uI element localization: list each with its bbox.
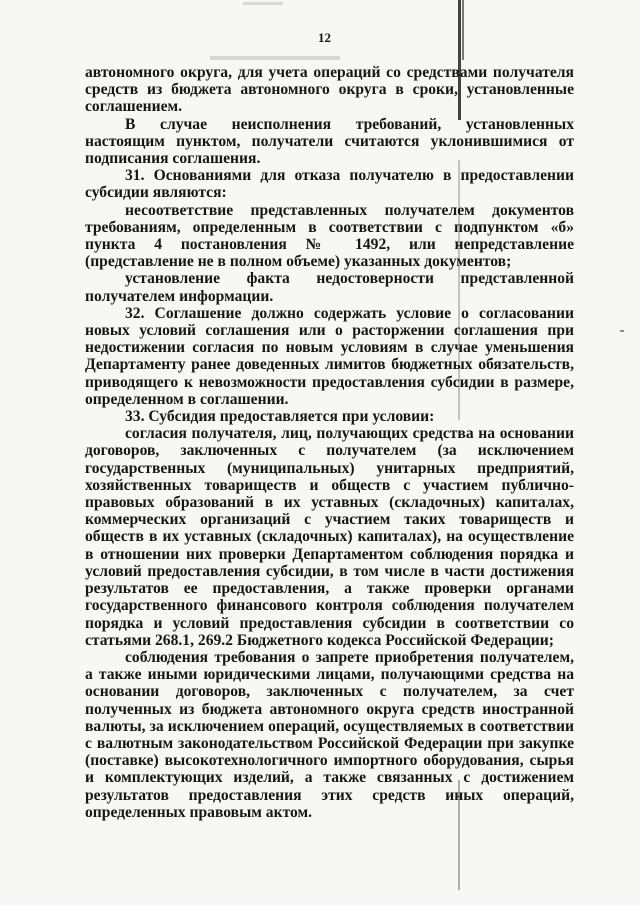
scan-smudge — [243, 2, 283, 5]
document-body — [85, 64, 574, 821]
paragraph: согласия получателя, лиц, получающих средства на основании договоров, заключенных с получателем (за исключением государственных (муниципальных) унитарных предприятий, хозяйственных товариществ и обществ с участием публично-правовых образований в их уставных (складочных) капиталах, коммерческих организаций с участием таких товариществ и обществ в их уставных (складочных) капиталах), на осуществление в отношении них проверки Департаментом соблюдения порядка и условий предоставления субсидии, в том числе в части достижения результатов ее предоставления, а также проверки органами государственного финансового контроля соблюдения получателем порядка и условий предоставления субсидии в соответствии со статьями 268.1, 269.2 Бюджетного кодекса Российской Федерации; — [85, 425, 574, 649]
paragraph: 32. Соглашение должно содержать условие о согласовании новых условий соглашения или о расторжении соглашения при недостижении согласия по новым условиям в случае уменьшения Департаменту ранее доведенных лимитов бюджетных обязательств, приводящего к невозможности предоставления субсидии в размере, определенном в соглашении. — [85, 304, 574, 408]
paragraph: автономного округа, для учета операций со средствами получателя средств из бюджета автономного округа в сроки, установленные соглашением. — [85, 64, 574, 116]
paragraph: 33. Субсидия предоставляется при условии: — [125, 408, 435, 426]
paragraph: соблюдения требования о запрете приобретения получателем, а также иными юридическими лицами, получающими средства на основании договоров, заключенных с получателем, за счет полученных из бюджета автономного округа средств иностранной валюты, за исключением операций, осуществляемых в соответствии с валютным законодательством Российской Федерации при закупке (поставке) высокотехнологичного импортного оборудования, сырья и комплектующих изделий, а также связанных с достижением результатов предоставления этих средств иных операций, определенных правовым актом. — [85, 648, 574, 821]
paragraph: установление факта недостоверности представленной получателем информации. — [85, 270, 574, 305]
scan-smudge — [210, 56, 340, 60]
page-number: 12 — [318, 30, 331, 45]
paragraph: 31. Основаниями для отказа получателю в предоставлении субсидии являются: — [85, 167, 574, 202]
scan-binder-line — [462, 0, 464, 60]
scan-edge-mark — [620, 330, 624, 332]
paragraph: несоответствие представленных получателем документов требованиям, определенным в соответствии с подпунктом «б» пункта 4 постановления № 1492, или непредставление (представление не в полном объеме) указанных документов; — [85, 201, 574, 271]
paragraph: В случае неисполнения требований, установленных настоящим пунктом, получатели считаются уклонившимися от подписания соглашения. — [85, 115, 574, 168]
